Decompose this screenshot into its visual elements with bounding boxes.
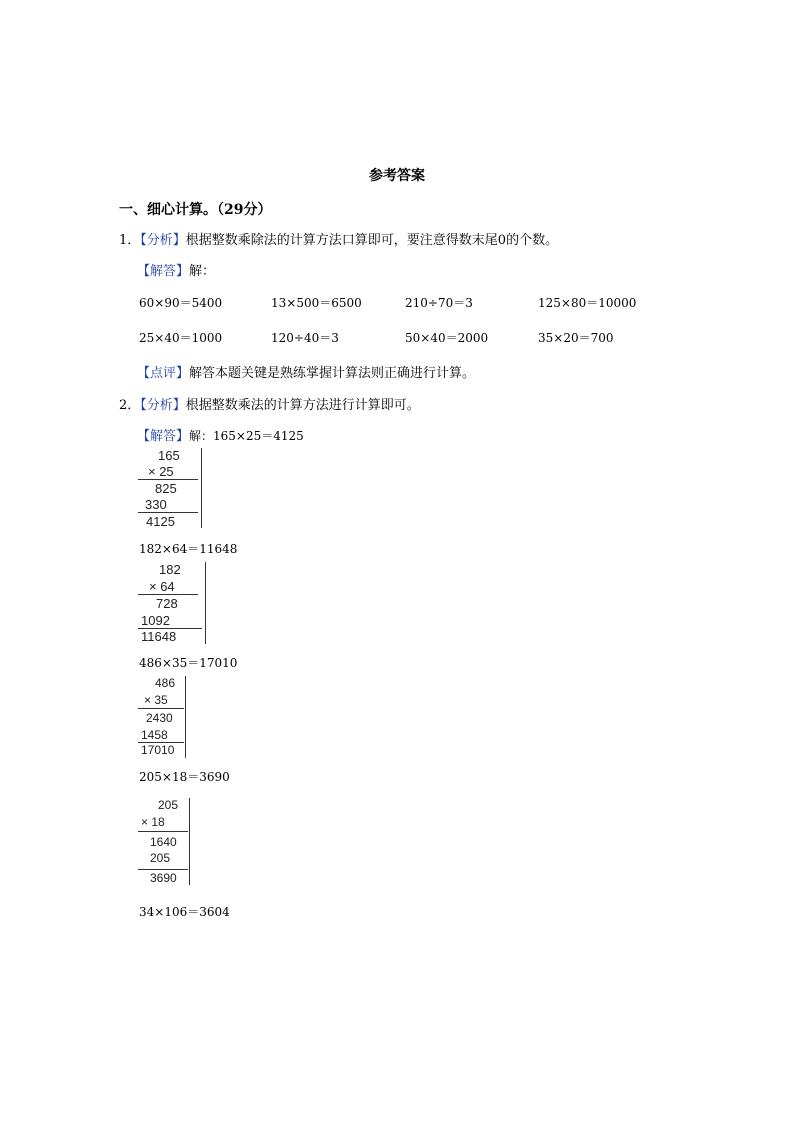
q2-equation: 34×106＝3604	[139, 905, 230, 919]
q1-answer-tag: 【解答】	[137, 264, 190, 279]
q1-equation: 25×40＝1000	[139, 331, 223, 345]
q1-equation: 125×80＝10000	[538, 296, 637, 310]
q1-equation: 50×40＝2000	[405, 331, 489, 345]
calc-row: 182	[159, 562, 181, 577]
calc-row: 11648	[141, 629, 177, 644]
q2-equation: 205×18＝3690	[139, 770, 230, 784]
calc-row: 1640	[150, 835, 177, 849]
calc-row: × 64	[149, 579, 175, 594]
calc-row: 486	[155, 676, 176, 690]
calc-row: 165	[158, 448, 180, 463]
calc-row: 4125	[146, 514, 175, 529]
q1-answer-text: 解：	[189, 264, 216, 279]
q2-analysis-tag: 【分析】	[140, 398, 186, 413]
q2-number: 2．	[119, 398, 141, 413]
calc-row: 205	[158, 798, 179, 812]
calc-row: × 35	[144, 693, 168, 707]
q2-analysis-text: 根据整数乘法的计算方法进行计算即可。	[185, 398, 420, 413]
q1-equation: 120÷40＝3	[271, 331, 339, 345]
vertical-calc-4	[138, 798, 190, 885]
q1-comment-tag: 【点评】	[137, 366, 190, 381]
q1-analysis-line	[119, 229, 558, 248]
vertical-calc-2	[138, 562, 206, 644]
q1-equation: 60×90＝5400	[139, 296, 223, 310]
q2-answer-tag: 【解答】	[137, 429, 190, 444]
q1-answer-line	[137, 260, 215, 279]
calc-row: 728	[156, 596, 178, 611]
calc-rule	[138, 831, 188, 832]
q1-number: 1．	[119, 233, 141, 248]
calc-row: 3690	[150, 871, 177, 885]
calc-rule	[138, 708, 184, 709]
vertical-calc-1	[138, 448, 202, 528]
calc-row: 1458	[141, 728, 168, 742]
calc-row: 330	[145, 497, 167, 512]
q2-answer-line	[137, 425, 304, 444]
q1-comment-line	[137, 362, 475, 381]
calc-row: 825	[155, 481, 177, 496]
q2-analysis-line	[119, 394, 420, 413]
calc-rule	[138, 869, 188, 870]
q2-equation: 486×35＝17010	[139, 656, 238, 670]
q1-analysis-text: 根据整数乘除法的计算方法口算即可，要注意得数末尾0的个数。	[185, 233, 559, 248]
q1-equation: 210÷70＝3	[405, 296, 473, 310]
section-heading: 一、细心计算。（29分）	[119, 202, 272, 218]
q1-equation: 13×500＝6500	[271, 296, 362, 310]
vertical-calc-3	[138, 676, 186, 758]
page-title: 参考答案	[369, 168, 425, 184]
calc-row: 205	[150, 851, 171, 865]
calc-row: × 18	[141, 815, 165, 829]
q1-comment-text: 解答本题关键是熟练掌握计算法则正确进行计算。	[189, 366, 476, 381]
calc-rule	[138, 594, 198, 595]
q1-analysis-tag: 【分析】	[140, 233, 186, 248]
calc-row: 1092	[141, 613, 170, 628]
q2-equation: 182×64＝11648	[139, 542, 238, 556]
calc-row: 17010	[141, 743, 175, 757]
calc-rule	[138, 512, 198, 513]
calc-row: 2430	[146, 711, 173, 725]
calc-row: × 25	[148, 464, 174, 479]
calc-rule	[138, 479, 198, 480]
q2-answer-text: 解：165×25＝4125	[189, 429, 304, 443]
q1-equation: 35×20＝700	[538, 331, 614, 345]
